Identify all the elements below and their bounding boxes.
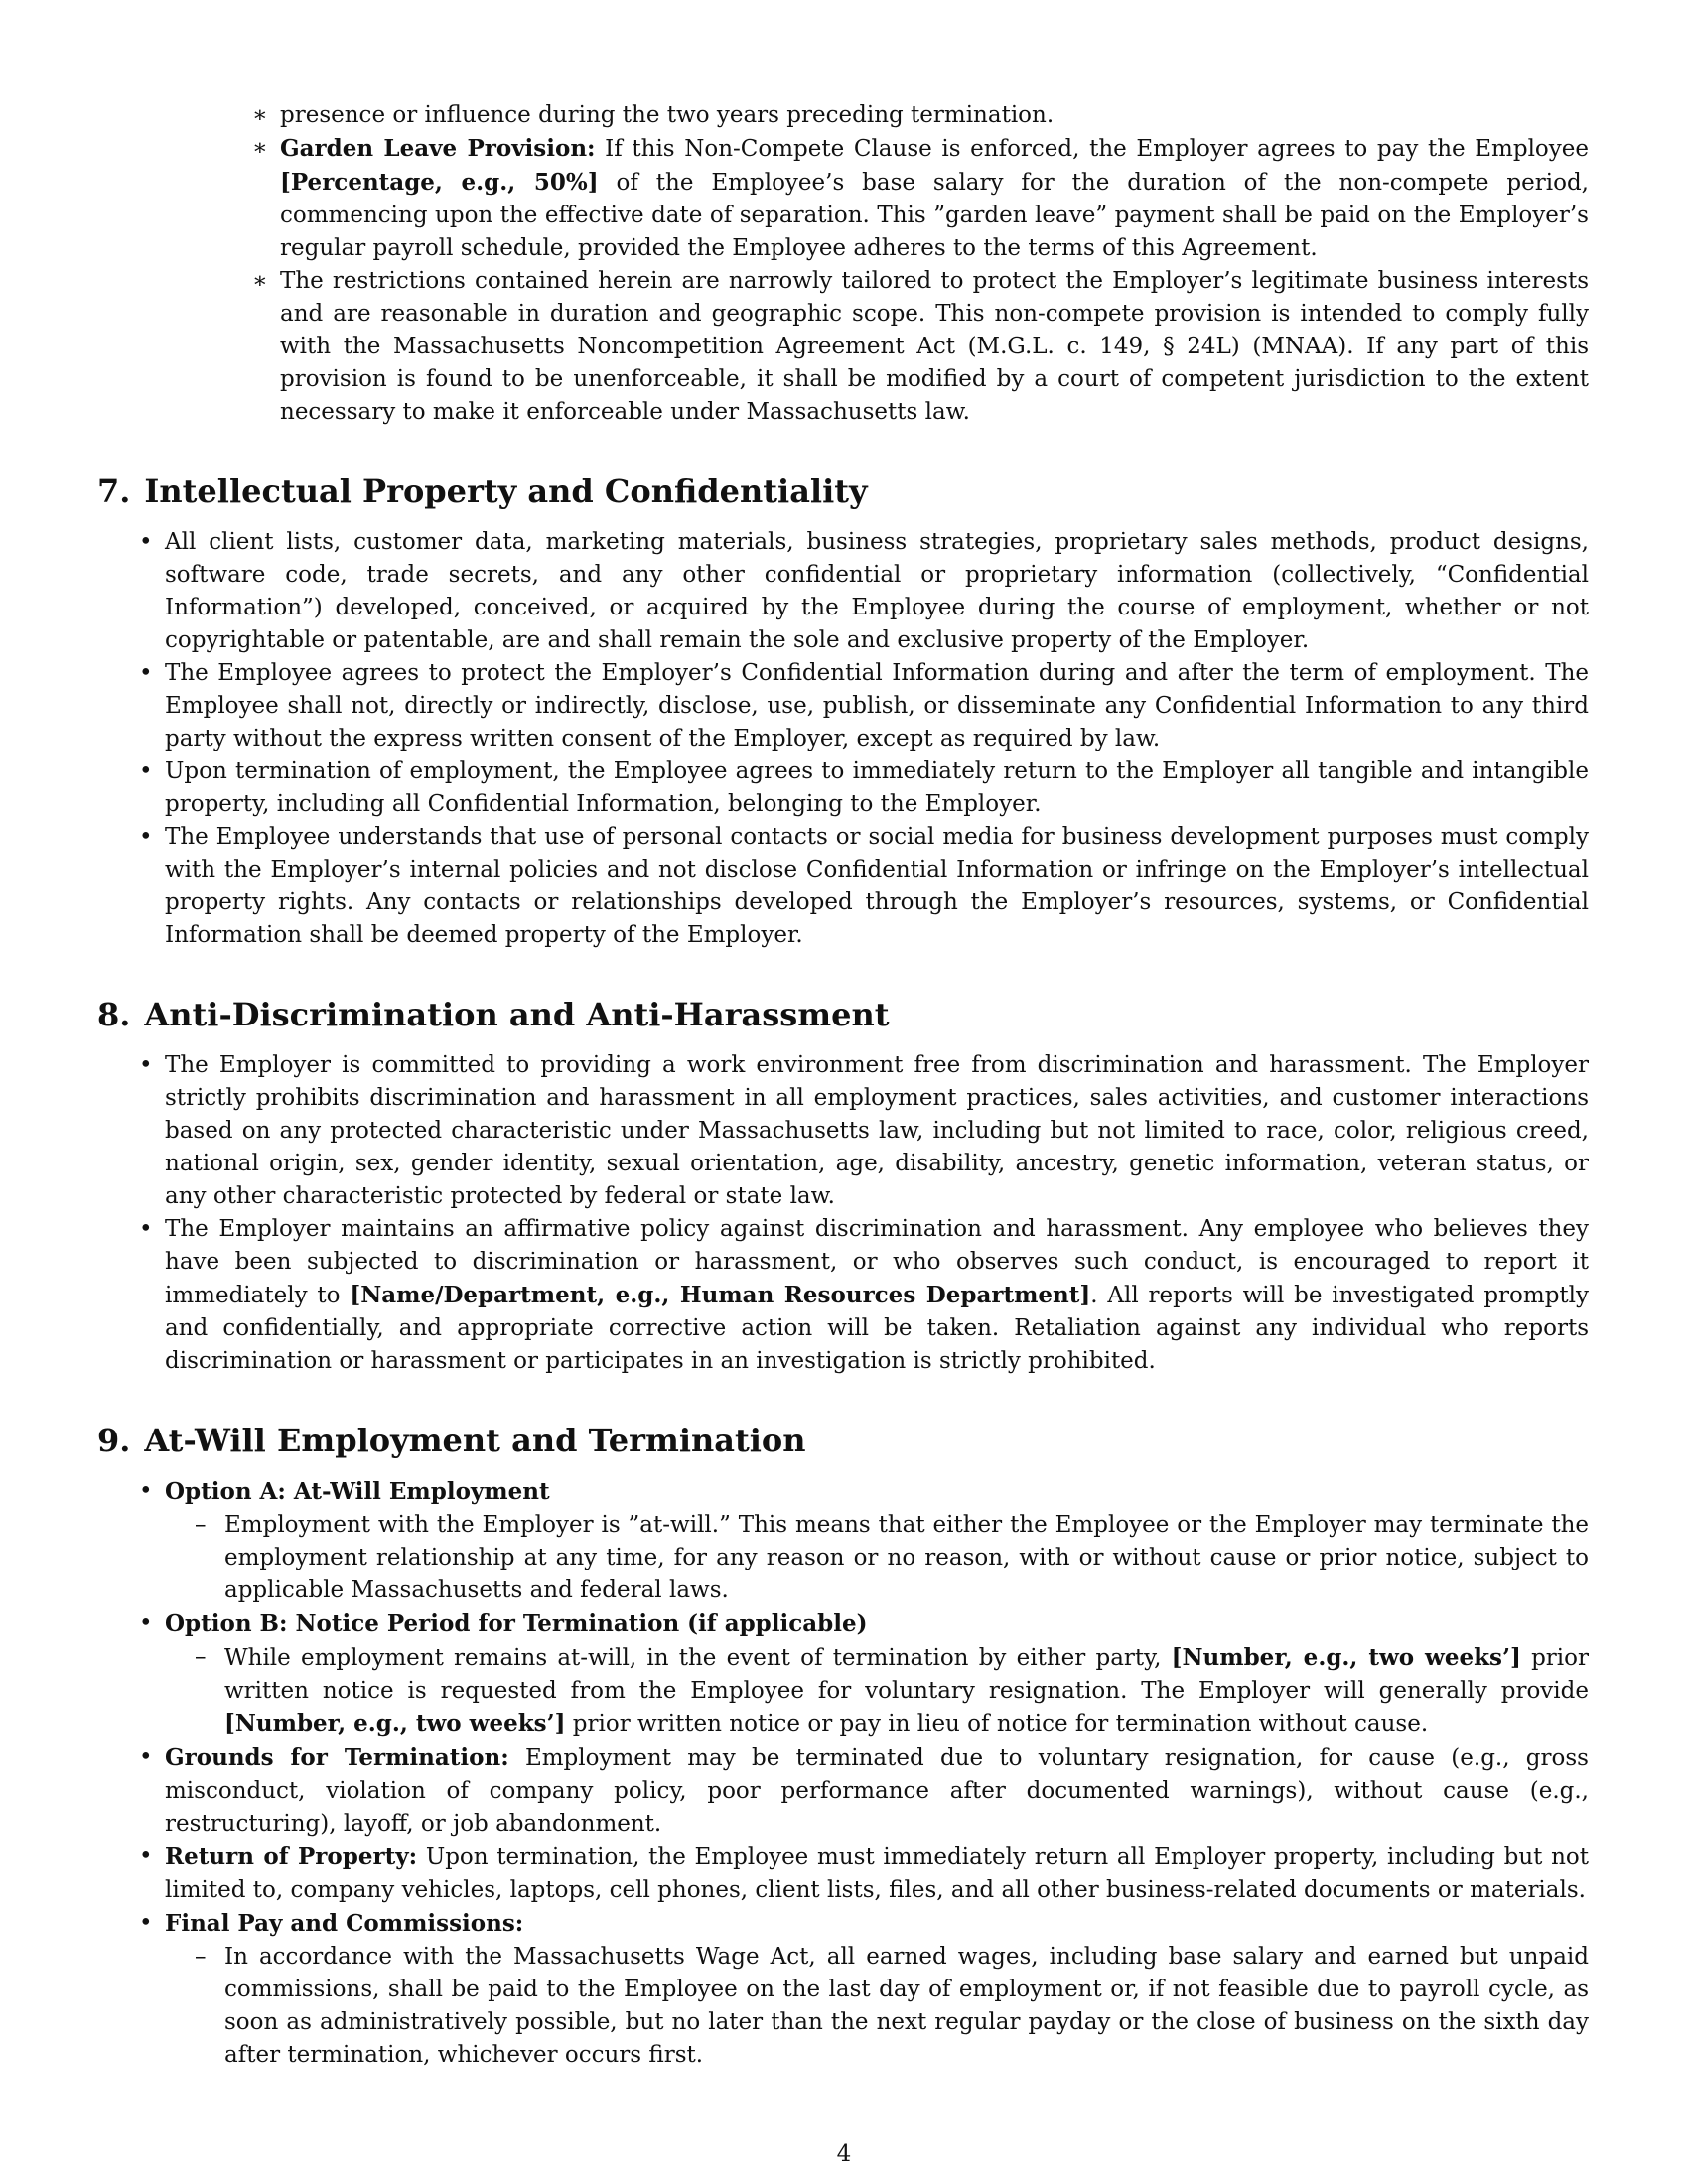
grounds-text: Employment may be terminated due to voluntary resignation, for cause (e.g., gross misconduct, violation of company policy, poor performance after documented warnings), without cause (e.g., restructuring), layoff, or job abandonment. bbox=[165, 1745, 1589, 1837]
noncompete-sublist bbox=[280, 99, 1589, 429]
section-number: 7. bbox=[97, 473, 131, 510]
section-number: 9. bbox=[97, 1422, 131, 1459]
section-9-list bbox=[165, 1475, 1589, 2072]
list-item: • The Employee understands that use of personal contacts or social media for business development purposes must comply with the Employer’s internal policies and not disclose Confidential Information or infringe on the Employer’s intellectual property rights. Any contacts or relationships developed through the Employer’s resources, systems, or Confidential Information shall be deemed property of the Employer. bbox=[165, 821, 1589, 952]
list-item bbox=[280, 99, 1589, 132]
item-text-post: . All reports will be investigated promptly and confidentially, and appropriate corrective action will be taken. Retaliation against any individual who reports discrimination or harassment or participates in an investigation is strictly prohibited. bbox=[165, 1283, 1590, 1374]
option-b-text-post: prior written notice or pay in lieu of notice for termination without cause. bbox=[565, 1711, 1429, 1737]
option-b-sublist bbox=[224, 1641, 1589, 1741]
department-placeholder: [Name/Department, e.g., Human Resources Department] bbox=[350, 1282, 1091, 1308]
sub-list-item: – In accordance with the Massachusetts Wage Act, all earned wages, including base salary and earned but unpaid commissions, shall be paid to the Employee on the last day of employment or, if not feasible due to payroll cycle, as soon as administratively possible, but no later than the next regular payday or the close of business on the sixth day after termination, whichever occurs first. bbox=[224, 1941, 1589, 2072]
percentage-placeholder: [Percentage, e.g., 50%] bbox=[280, 169, 599, 196]
section-number: 8. bbox=[97, 996, 131, 1033]
list-item-final-pay bbox=[165, 1907, 1589, 2072]
notice-placeholder-1: [Number, e.g., two weeks’] bbox=[1171, 1644, 1521, 1671]
option-a-label: Option A: At-Will Employment bbox=[165, 1478, 550, 1505]
list-item: • All client lists, customer data, marketing materials, business strategies, proprietary sales methods, product designs, software code, trade secrets, and any other confidential or proprietary information (collectively, “Confidential Information”) developed, conceived, or acquired by the Employee during the course of employment, whether or not copyrightable or patentable, are and shall remain the sole and exclusive property of the Employer. bbox=[165, 526, 1589, 657]
garden-leave-text-pre: If this Non-Compete Clause is enforced, the Employer agrees to pay the Employee bbox=[595, 136, 1589, 162]
item-text-pre: The Employer maintains an affirmative policy against discrimination and harassment. Any employee who believes they have been subjected to discrimination or harassment, or who observes such conduct, is encouraged to report it immediately to bbox=[165, 1216, 1589, 1308]
list-item-garden-leave bbox=[280, 132, 1589, 265]
option-b-text-mid: prior written notice is requested from the Employee for voluntary resignation. The Employer will generally provide bbox=[224, 1645, 1589, 1704]
list-item-grounds bbox=[165, 1741, 1589, 1841]
list-item-option-b bbox=[165, 1607, 1589, 1741]
garden-leave-text-post: of the Employee’s base salary for the duration of the non-compete period, commencing upon the effective date of separation. This ”garden leave” payment shall be paid on the Employer’s regular payroll schedule, provided the Employee adheres to the terms of this Agreement. bbox=[280, 170, 1589, 261]
option-b-label: Option B: Notice Period for Termination (if applicable) bbox=[165, 1610, 868, 1637]
list-item: • The Employee agrees to protect the Employer’s Confidential Information during and after the term of employment. The Employee shall not, directly or indirectly, disclose, use, publish, or disseminate any Confidential Information to any third party without the express written consent of the Employer, except as required by law. bbox=[165, 657, 1589, 755]
garden-leave-label: Garden Leave Provision: bbox=[280, 135, 596, 162]
final-pay-sublist bbox=[224, 1941, 1589, 2072]
section-8-heading bbox=[97, 994, 1589, 1035]
list-item-return-property bbox=[165, 1841, 1589, 1907]
page-content bbox=[97, 99, 1589, 2072]
final-pay-label: Final Pay and Commissions: bbox=[165, 1910, 524, 1937]
option-b-text-pre: While employment remains at-will, in the event of termination by either party, bbox=[224, 1645, 1172, 1671]
section-7-heading bbox=[97, 471, 1589, 512]
return-property-text: Upon termination, the Employee must immediately return all Employer property, including but not limited to, company vehicles, laptops, cell phones, client lists, files, and all other business-related documents or materials. bbox=[165, 1844, 1590, 1903]
section-title: Intellectual Property and Confidentiality bbox=[144, 473, 868, 510]
restrictions-text: The restrictions contained herein are narrowly tailored to protect the Employer’s legitimate business interests and are reasonable in duration and geographic scope. This non-compete provision is intended to comply fully with the Massachusetts Noncompetition Agreement Act (M.G.L. c. 149, § 24L) (MNAA). If any part of this provision is found to be unenforceable, it shall be modified by a court of competent jurisdiction to the extent necessary to make it enforceable under Massachusetts law. bbox=[280, 268, 1589, 425]
section-7-list bbox=[165, 526, 1589, 952]
grounds-label: Grounds for Termination: bbox=[165, 1744, 509, 1771]
sub-list-item bbox=[224, 1641, 1589, 1741]
page-number: 4 bbox=[836, 2141, 852, 2167]
section-9-heading bbox=[97, 1420, 1589, 1461]
section-8-list bbox=[165, 1049, 1589, 1378]
return-property-label: Return of Property: bbox=[165, 1843, 418, 1870]
list-item-option-a bbox=[165, 1475, 1589, 1607]
list-item: • The Employer is committed to providing a work environment free from discrimination and harassment. The Employer strictly prohibits discrimination and harassment in all employment practices, sales activities, and customer interactions based on any protected characteristic under Massachusetts law, including but not limited to race, color, religious creed, national origin, sex, gender identity, sexual orientation, age, disability, ancestry, genetic information, veteran status, or any other characteristic protected by federal or state law. bbox=[165, 1049, 1589, 1213]
list-item bbox=[165, 1213, 1589, 1378]
list-item-restrictions bbox=[280, 265, 1589, 429]
notice-placeholder-2: [Number, e.g., two weeks’] bbox=[224, 1710, 566, 1737]
option-a-sublist bbox=[224, 1509, 1589, 1607]
intro-line: presence or influence during the two years preceding termination. bbox=[280, 102, 1055, 128]
section-title: At-Will Employment and Termination bbox=[144, 1422, 806, 1459]
section-title: Anti-Discrimination and Anti-Harassment bbox=[144, 996, 890, 1033]
list-item: • Upon termination of employment, the Employee agrees to immediately return to the Employer all tangible and intangible property, including all Confidential Information, belonging to the Employer. bbox=[165, 755, 1589, 821]
sub-list-item: – Employment with the Employer is ”at-will.” This means that either the Employee or the Employer may terminate the employment relationship at any time, for any reason or no reason, with or without cause or prior notice, subject to applicable Massachusetts and federal laws. bbox=[224, 1509, 1589, 1607]
